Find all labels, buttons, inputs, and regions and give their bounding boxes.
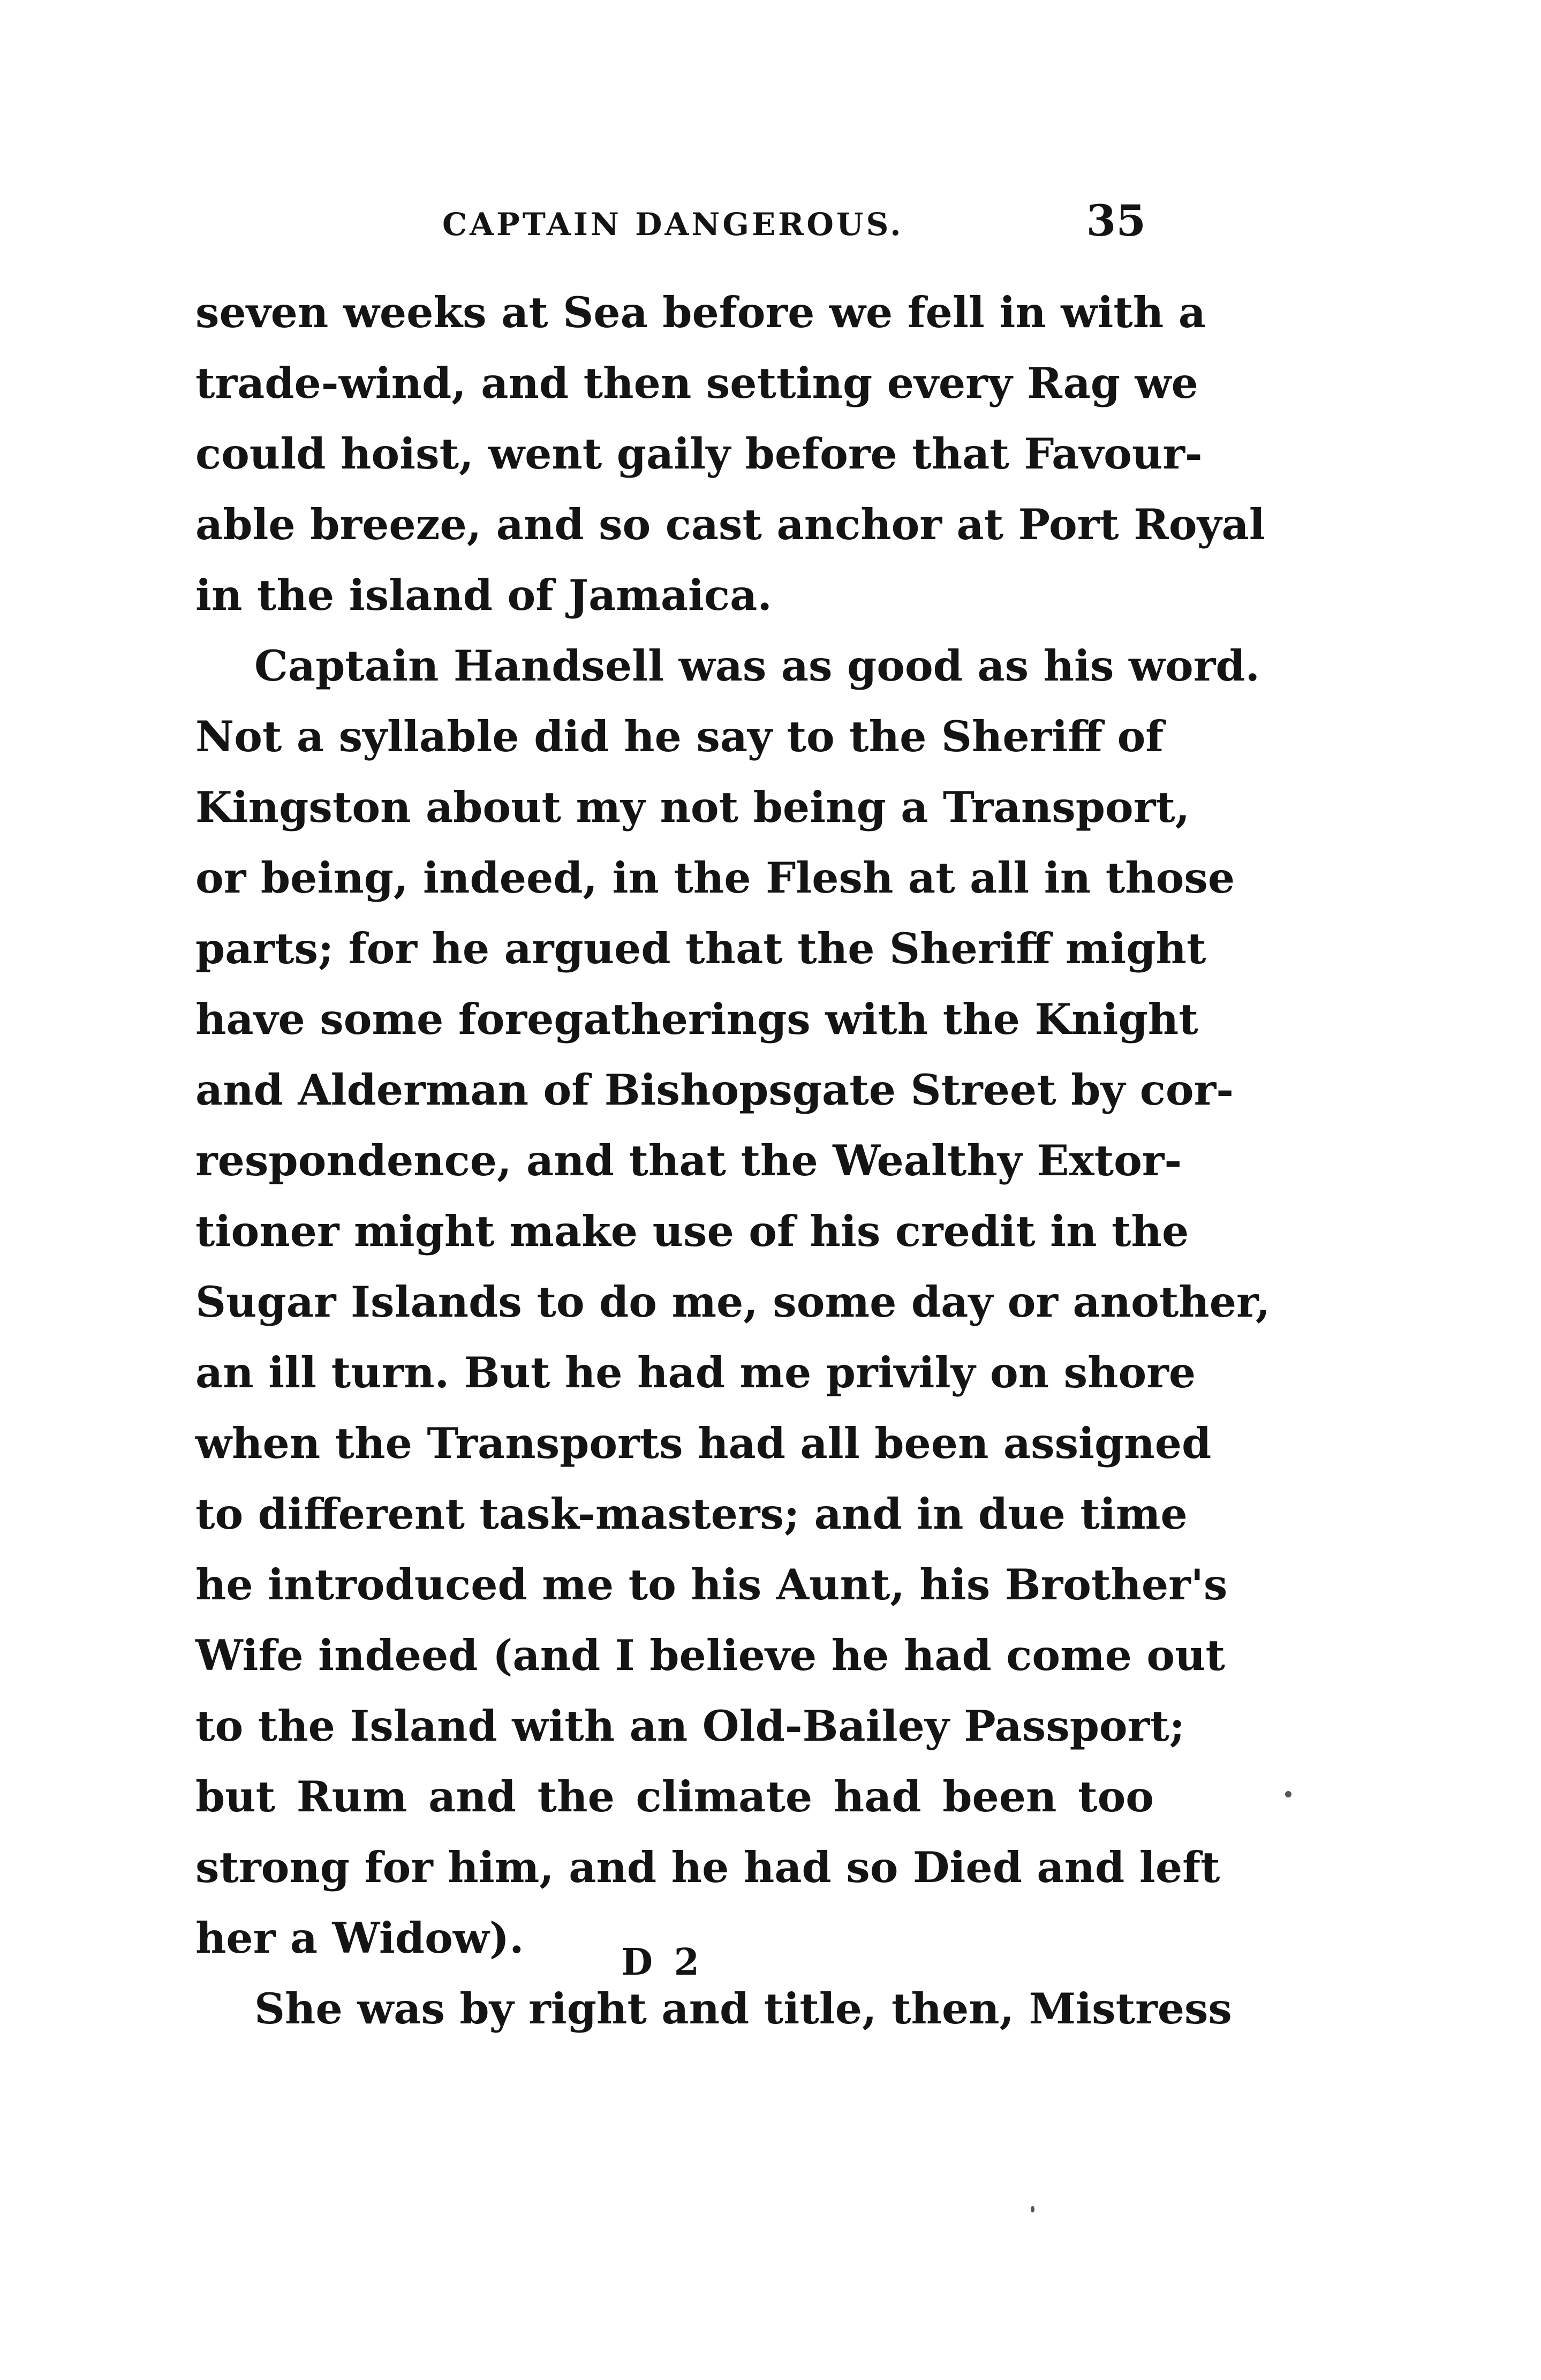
text-line: Kingston about my not being a Transport,: [195, 782, 1190, 832]
text-line: to different task-masters; and in due time: [195, 1489, 1188, 1539]
text-line: could hoist, went gaily before that Favour-: [195, 429, 1203, 479]
text-line: but Rum and the climate had been too: [195, 1772, 1154, 1822]
text-line: able breeze, and so cast anchor at Port Royal: [195, 500, 1265, 549]
print-speck: [1285, 1791, 1291, 1797]
text-line: in the island of Jamaica.: [195, 570, 772, 620]
text-line: trade-wind, and then setting every Rag we: [195, 358, 1198, 408]
text-line: and Alderman of Bishopsgate Street by cor-: [195, 1065, 1234, 1115]
text-line: an ill turn. But he had me privily on shore: [195, 1348, 1196, 1397]
text-line: seven weeks at Sea before we fell in with a: [195, 288, 1206, 337]
running-title: CAPTAIN DANGEROUS.: [442, 206, 904, 243]
text-line: or being, indeed, in the Flesh at all in those: [195, 853, 1235, 903]
print-speck: [1031, 2206, 1034, 2212]
text-line: Wife indeed (and I believe he had come out: [195, 1630, 1226, 1680]
text-line: She was by right and title, then, Mistress: [254, 1984, 1232, 2034]
text-line: to the Island with an Old-Bailey Passport;: [195, 1701, 1185, 1751]
running-head: [198, 195, 1162, 254]
text-line: he introduced me to his Aunt, his Brother's: [195, 1560, 1228, 1610]
text-line: parts; for he argued that the Sheriff might: [195, 924, 1206, 973]
text-line: when the Transports had all been assigned: [195, 1418, 1212, 1468]
signature-mark: D 2: [621, 1941, 704, 1984]
text-line: strong for him, and he had so Died and left: [195, 1842, 1220, 1892]
page-number: 35: [1086, 195, 1146, 246]
text-line: tioner might make use of his credit in the: [195, 1206, 1189, 1256]
text-line: Captain Handsell was as good as his word.: [254, 641, 1260, 691]
text-line: Not a syllable did he say to the Sheriff of: [195, 712, 1164, 761]
text-line: her a Widow).: [195, 1913, 524, 1963]
body-text: [195, 277, 1271, 2044]
text-line: have some foregatherings with the Knight: [195, 994, 1198, 1044]
text-line: Sugar Islands to do me, some day or another,: [195, 1277, 1271, 1327]
text-line: respondence, and that the Wealthy Extor-: [195, 1136, 1182, 1185]
